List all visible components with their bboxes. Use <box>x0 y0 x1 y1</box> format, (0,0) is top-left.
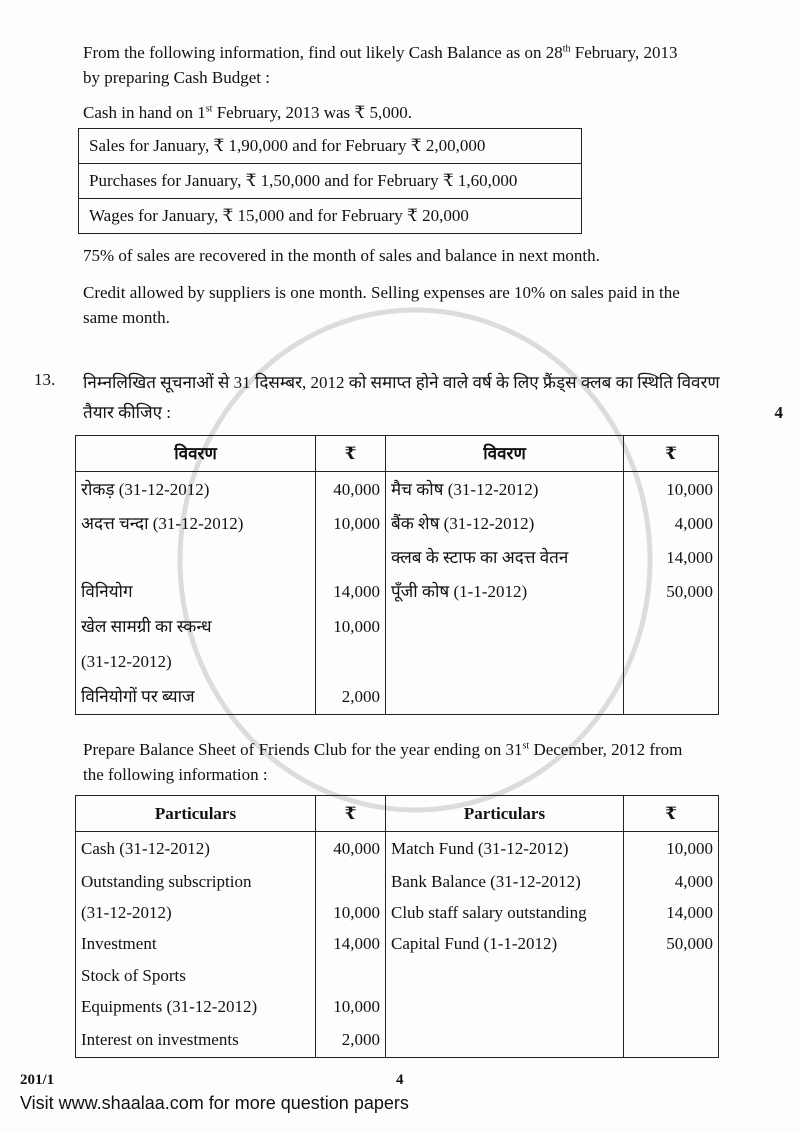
particulars-cell <box>386 679 624 715</box>
table-row <box>76 897 719 928</box>
particulars-cell: Stock of Sports <box>76 960 316 992</box>
particulars-cell: (31-12-2012) <box>76 897 316 928</box>
page-number: 4 <box>396 1072 404 1088</box>
column-header: ₹ <box>624 796 719 832</box>
amount-cell: 40,000 <box>316 832 386 867</box>
amount-cell: 10,000 <box>316 609 386 644</box>
table-row <box>76 574 719 609</box>
particulars-cell <box>76 541 316 574</box>
particulars-cell: रोकड़ (31-12-2012) <box>76 472 316 508</box>
amount-cell: 4,000 <box>624 507 719 541</box>
amount-cell: 10,000 <box>624 472 719 508</box>
info-row: Purchases for January, ₹ 1,50,000 and for February ₹ 1,60,000 <box>79 164 582 199</box>
particulars-cell: Club staff salary outstanding <box>386 897 624 928</box>
info-row: Sales for January, ₹ 1,90,000 and for February ₹ 2,00,000 <box>79 129 582 164</box>
particulars-cell: विनियोगों पर ब्याज <box>76 679 316 715</box>
table-row <box>76 1022 719 1058</box>
q13-marks: 4 <box>774 403 783 422</box>
particulars-cell: Capital Fund (1-1-2012) <box>386 928 624 960</box>
hindi-balance-table <box>75 435 719 715</box>
table-row <box>76 832 719 867</box>
amount-cell: 50,000 <box>624 574 719 609</box>
table-row <box>76 507 719 541</box>
amount-cell: 40,000 <box>316 472 386 508</box>
column-header: विवरण <box>76 436 316 472</box>
amount-cell <box>624 960 719 992</box>
particulars-cell: अदत्त चन्दा (31-12-2012) <box>76 507 316 541</box>
amount-cell: 10,000 <box>316 897 386 928</box>
amount-cell: 10,000 <box>316 992 386 1022</box>
particulars-cell <box>386 992 624 1022</box>
particulars-cell: Investment <box>76 928 316 960</box>
particulars-cell <box>386 1022 624 1058</box>
q12-info-table <box>78 128 582 234</box>
table-row <box>76 541 719 574</box>
particulars-cell: पूँजी कोष (1-1-2012) <box>386 574 624 609</box>
amount-cell <box>624 679 719 715</box>
particulars-cell: Equipments (31-12-2012) <box>76 992 316 1022</box>
amount-cell: 2,000 <box>316 679 386 715</box>
table-row <box>76 992 719 1022</box>
particulars-cell: Interest on investments <box>76 1022 316 1058</box>
table-row <box>76 960 719 992</box>
amount-cell <box>316 866 386 897</box>
column-header: विवरण <box>386 436 624 472</box>
column-header: Particulars <box>386 796 624 832</box>
amount-cell <box>624 1022 719 1058</box>
amount-cell <box>624 644 719 679</box>
table-row <box>76 679 719 715</box>
q12-note-sales: 75% of sales are recovered in the month of sales and balance in next month. <box>83 246 600 265</box>
column-header: ₹ <box>624 436 719 472</box>
amount-cell: 14,000 <box>316 574 386 609</box>
table-row <box>76 866 719 897</box>
particulars-cell: Cash (31-12-2012) <box>76 832 316 867</box>
paper-code: 201/1 <box>20 1072 55 1088</box>
amount-cell: 10,000 <box>316 507 386 541</box>
particulars-cell: Match Fund (31-12-2012) <box>386 832 624 867</box>
table-row <box>76 472 719 508</box>
q12-cash-in-hand: Cash in hand on 1st February, 2013 was ₹ 5,000. <box>83 103 412 122</box>
shaalaa-link[interactable]: Visit www.shaalaa.com for more question papers <box>20 1093 409 1113</box>
column-header: Particulars <box>76 796 316 832</box>
particulars-cell: (31-12-2012) <box>76 644 316 679</box>
table-row <box>76 644 719 679</box>
column-header: ₹ <box>316 436 386 472</box>
q13-hindi-question: निम्नलिखित सूचनाओं से 31 दिसम्बर, 2012 को समाप्त होने वाले वर्ष के लिए फ्रैंड्स क्लब का स्थिति विवरण तैयार कीजिए : <box>83 373 720 422</box>
q13-english-question: Prepare Balance Sheet of Friends Club for the year ending on 31st December, 2012 from the following information : <box>83 740 683 784</box>
amount-cell <box>624 992 719 1022</box>
particulars-cell: Bank Balance (31-12-2012) <box>386 866 624 897</box>
particulars-cell: खेल सामग्री का स्कन्ध <box>76 609 316 644</box>
table-row <box>76 609 719 644</box>
particulars-cell <box>386 644 624 679</box>
amount-cell: 14,000 <box>624 897 719 928</box>
amount-cell: 2,000 <box>316 1022 386 1058</box>
q12-note-credit: Credit allowed by suppliers is one month. Selling expenses are 10% on sales paid in the same month. <box>83 283 680 327</box>
amount-cell <box>316 541 386 574</box>
english-balance-table <box>75 795 719 1058</box>
amount-cell: 10,000 <box>624 832 719 867</box>
info-row: Wages for January, ₹ 15,000 and for February ₹ 20,000 <box>79 199 582 234</box>
amount-cell <box>624 609 719 644</box>
q13-question-row <box>34 368 783 428</box>
amount-cell <box>316 960 386 992</box>
amount-cell <box>316 644 386 679</box>
table-row <box>76 928 719 960</box>
particulars-cell: विनियोग <box>76 574 316 609</box>
q12-intro: From the following information, find out likely Cash Balance as on 28th February, 2013 by preparing Cash Budget : <box>83 43 678 87</box>
page-content <box>34 40 783 1058</box>
particulars-cell: क्लब के स्टाफ का अदत्त वेतन <box>386 541 624 574</box>
particulars-cell: Outstanding subscription <box>76 866 316 897</box>
particulars-cell: बैंक शेष (31-12-2012) <box>386 507 624 541</box>
particulars-cell <box>386 960 624 992</box>
q13-number: 13. <box>34 370 56 389</box>
amount-cell: 14,000 <box>316 928 386 960</box>
amount-cell: 14,000 <box>624 541 719 574</box>
amount-cell: 4,000 <box>624 866 719 897</box>
particulars-cell <box>386 609 624 644</box>
column-header: ₹ <box>316 796 386 832</box>
amount-cell: 50,000 <box>624 928 719 960</box>
particulars-cell: मैच कोष (31-12-2012) <box>386 472 624 508</box>
